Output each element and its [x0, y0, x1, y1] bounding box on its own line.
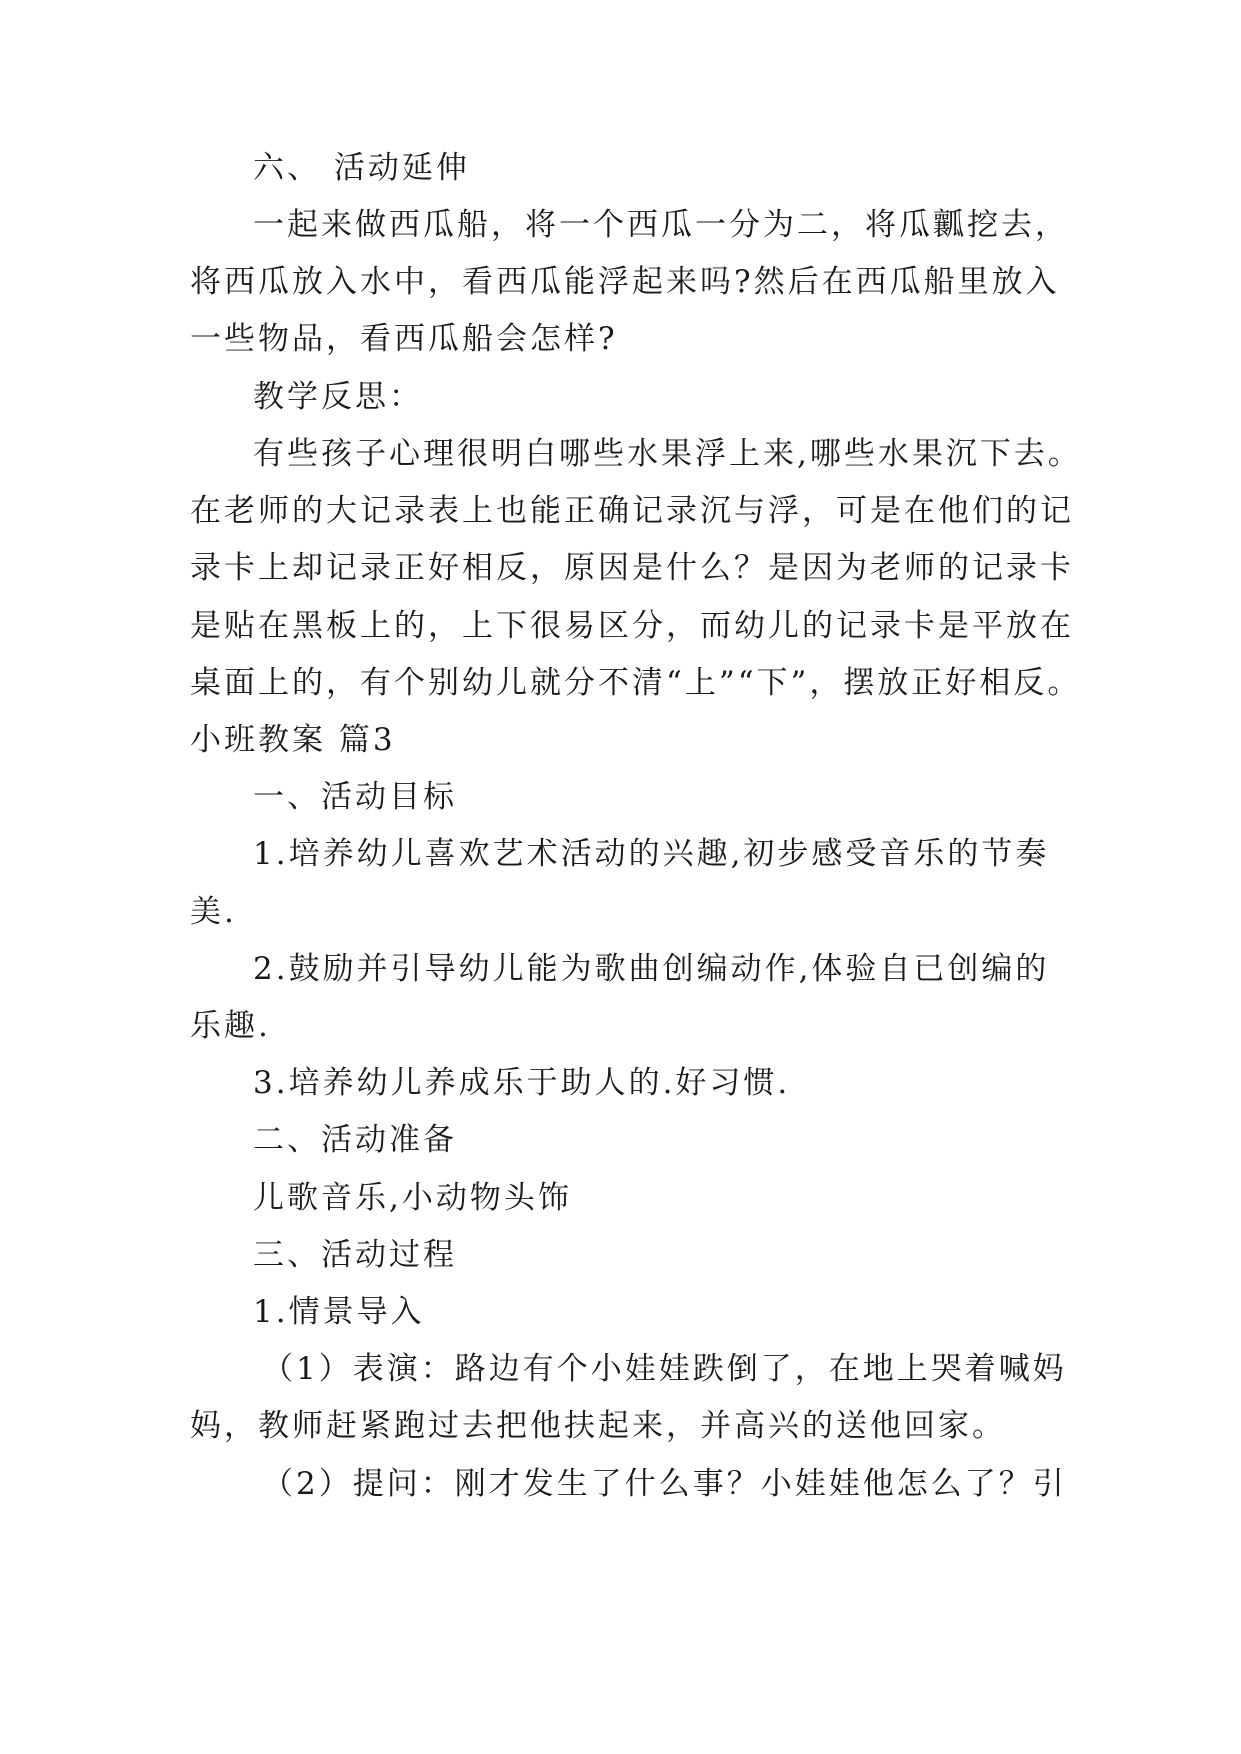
list-item: 3.培养幼儿养成乐于助人的.好习惯.: [253, 1065, 791, 1101]
paragraph-line: 在老师的大记录表上也能正确记录沉与浮，可是在他们的记: [190, 493, 1074, 529]
lesson-title: 小班教案 篇3: [190, 722, 396, 758]
paragraph-line: 一些物品，看西瓜船会怎样?: [190, 321, 618, 357]
list-item: 1.情景导入: [253, 1294, 425, 1330]
list-item: 2.鼓励并引导幼儿能为歌曲创编动作,体验自已创编的: [253, 951, 1050, 987]
paragraph-line: 录卡上却记录正好相反，原因是什么？是因为老师的记录卡: [190, 550, 1074, 586]
section-heading-activity-extension: 六、 活动延伸: [253, 150, 470, 186]
paragraph-line: 是贴在黑板上的，上下很易区分，而幼儿的记录卡是平放在: [190, 608, 1074, 644]
paragraph-line: 一起来做西瓜船，将一个西瓜一分为二，将瓜瓤挖去，: [253, 207, 1069, 243]
paragraph-line: 桌面上的，有个别幼儿就分不清“上”“下”，摆放正好相反。: [190, 665, 1082, 701]
section-heading-activity-process: 三、活动过程: [253, 1237, 457, 1273]
section-heading-activity-goals: 一、活动目标: [253, 779, 457, 815]
section-heading-teaching-reflection: 教学反思：: [253, 379, 423, 415]
list-item: 1.培养幼儿喜欢艺术活动的兴趣,初步感受音乐的节奏: [253, 836, 1050, 872]
list-item: （2）提问：刚才发生了什么事？小娃娃他怎么了？引: [262, 1466, 1067, 1502]
paragraph-line: 有些孩子心理很明白哪些水果浮上来,哪些水果沉下去。: [253, 436, 1082, 472]
paragraph-line: 美.: [190, 894, 237, 930]
paragraph-line: 儿歌音乐,小动物头饰: [253, 1180, 572, 1216]
paragraph-line: 将西瓜放入水中，看西瓜能浮起来吗?然后在西瓜船里放入: [190, 264, 1060, 300]
section-heading-activity-preparation: 二、活动准备: [253, 1122, 457, 1158]
list-item: （1）表演：路边有个小娃娃跌倒了，在地上哭着喊妈: [262, 1351, 1067, 1387]
paragraph-line: 乐趣.: [190, 1008, 271, 1044]
paragraph-line: 妈，教师赶紧跑过去把他扶起来，并高兴的送他回家。: [190, 1408, 1006, 1444]
